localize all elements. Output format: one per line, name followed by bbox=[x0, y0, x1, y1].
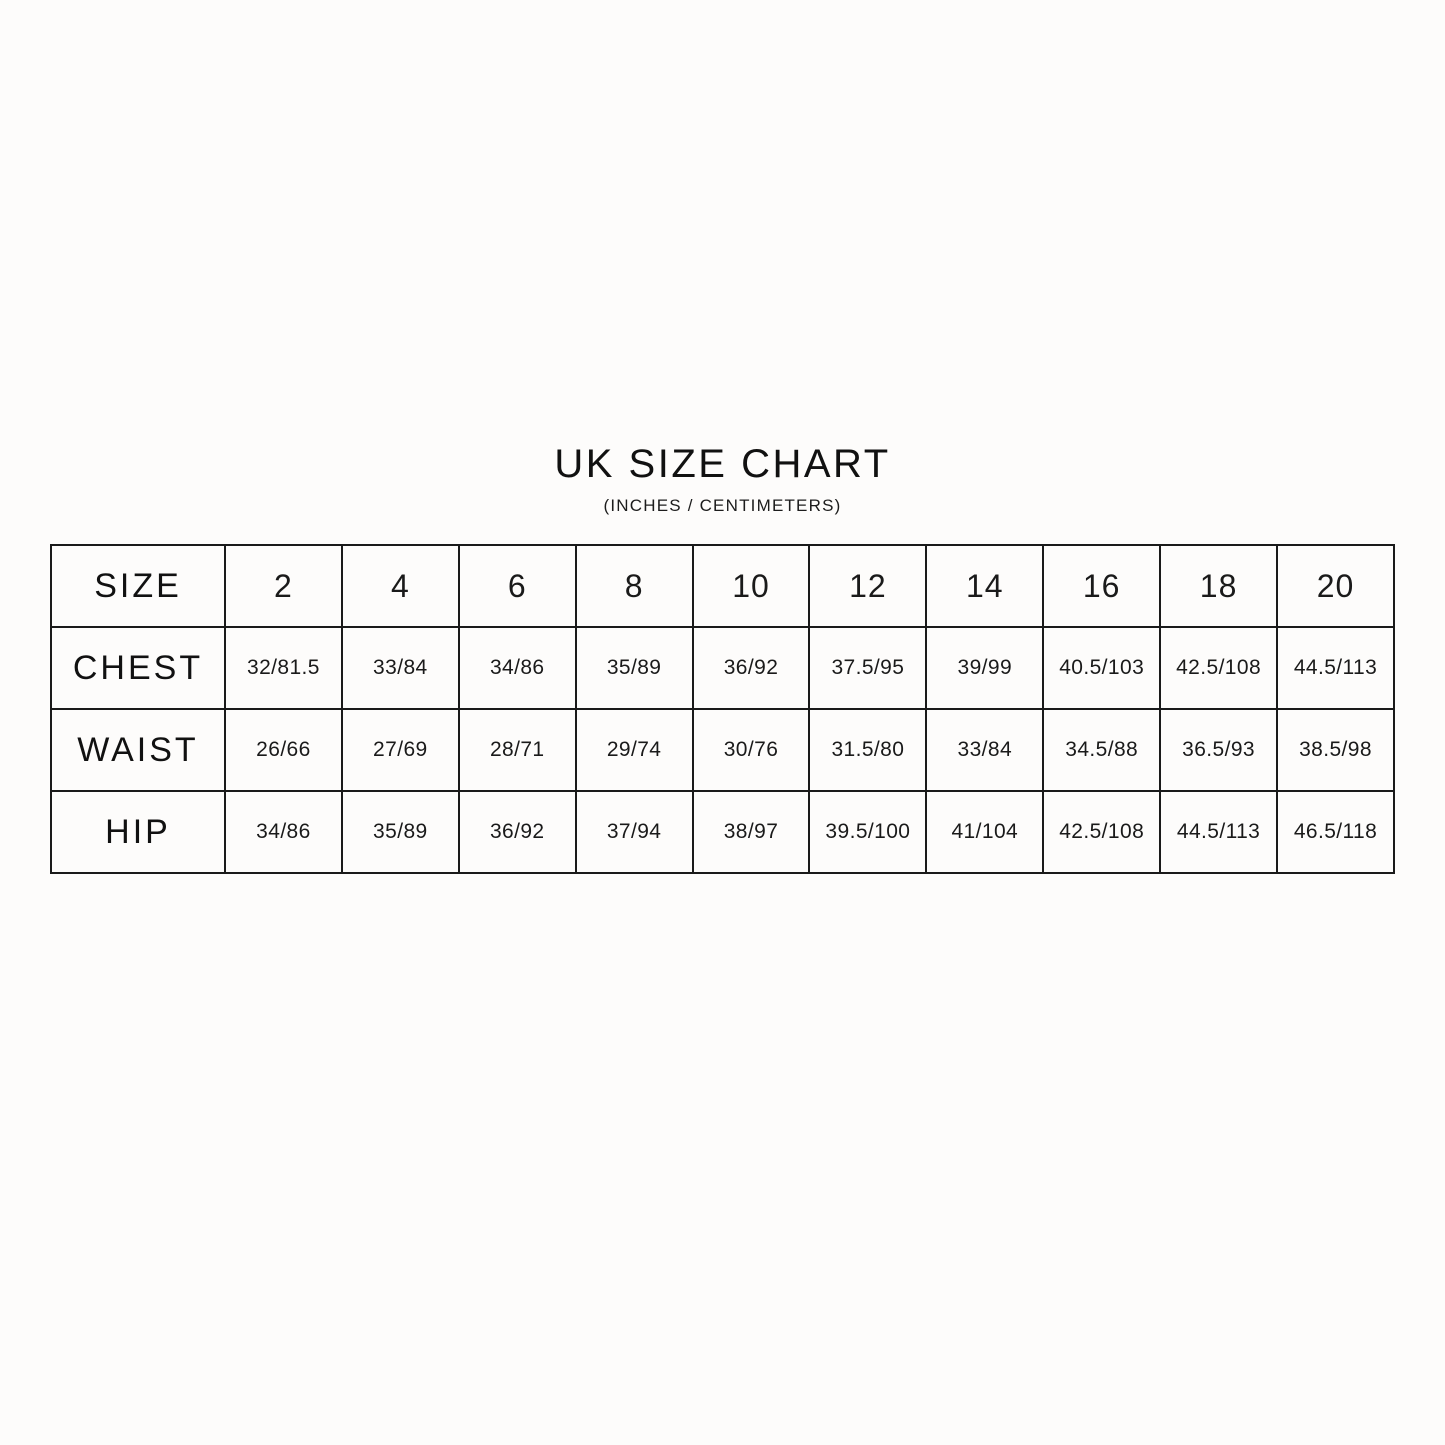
size-chart-container bbox=[0, 440, 1445, 874]
table-row bbox=[51, 709, 1394, 791]
table-header-row bbox=[51, 545, 1394, 627]
cell-hip-10: 38/97 bbox=[693, 791, 810, 873]
header-size-label: SIZE bbox=[51, 545, 225, 627]
cell-waist-2: 26/66 bbox=[225, 709, 342, 791]
cell-hip-6: 36/92 bbox=[459, 791, 576, 873]
cell-hip-12: 39.5/100 bbox=[809, 791, 926, 873]
cell-chest-18: 42.5/108 bbox=[1160, 627, 1277, 709]
cell-waist-8: 29/74 bbox=[576, 709, 693, 791]
row-label-hip: HIP bbox=[51, 791, 225, 873]
cell-chest-8: 35/89 bbox=[576, 627, 693, 709]
header-size-16: 16 bbox=[1043, 545, 1160, 627]
cell-hip-14: 41/104 bbox=[926, 791, 1043, 873]
page-subtitle: (INCHES / CENTIMETERS) bbox=[603, 496, 842, 515]
header-size-10: 10 bbox=[693, 545, 810, 627]
cell-chest-16: 40.5/103 bbox=[1043, 627, 1160, 709]
row-label-waist: WAIST bbox=[51, 709, 225, 791]
cell-waist-10: 30/76 bbox=[693, 709, 810, 791]
cell-chest-14: 39/99 bbox=[926, 627, 1043, 709]
cell-hip-18: 44.5/113 bbox=[1160, 791, 1277, 873]
cell-hip-2: 34/86 bbox=[225, 791, 342, 873]
cell-waist-14: 33/84 bbox=[926, 709, 1043, 791]
cell-waist-4: 27/69 bbox=[342, 709, 459, 791]
cell-hip-20: 46.5/118 bbox=[1277, 791, 1394, 873]
cell-chest-10: 36/92 bbox=[693, 627, 810, 709]
header-size-14: 14 bbox=[926, 545, 1043, 627]
cell-hip-8: 37/94 bbox=[576, 791, 693, 873]
header-size-4: 4 bbox=[342, 545, 459, 627]
cell-hip-4: 35/89 bbox=[342, 791, 459, 873]
cell-chest-2: 32/81.5 bbox=[225, 627, 342, 709]
cell-waist-6: 28/71 bbox=[459, 709, 576, 791]
header-size-2: 2 bbox=[225, 545, 342, 627]
cell-waist-12: 31.5/80 bbox=[809, 709, 926, 791]
cell-waist-20: 38.5/98 bbox=[1277, 709, 1394, 791]
header-size-20: 20 bbox=[1277, 545, 1394, 627]
cell-chest-12: 37.5/95 bbox=[809, 627, 926, 709]
table-row bbox=[51, 627, 1394, 709]
header-size-6: 6 bbox=[459, 545, 576, 627]
cell-chest-6: 34/86 bbox=[459, 627, 576, 709]
header-size-8: 8 bbox=[576, 545, 693, 627]
cell-waist-18: 36.5/93 bbox=[1160, 709, 1277, 791]
row-label-chest: CHEST bbox=[51, 627, 225, 709]
table-row bbox=[51, 791, 1394, 873]
page-title: UK SIZE CHART bbox=[554, 442, 891, 486]
cell-waist-16: 34.5/88 bbox=[1043, 709, 1160, 791]
cell-chest-20: 44.5/113 bbox=[1277, 627, 1394, 709]
header-size-18: 18 bbox=[1160, 545, 1277, 627]
cell-hip-16: 42.5/108 bbox=[1043, 791, 1160, 873]
size-chart-table bbox=[50, 544, 1395, 874]
header-size-12: 12 bbox=[809, 545, 926, 627]
cell-chest-4: 33/84 bbox=[342, 627, 459, 709]
